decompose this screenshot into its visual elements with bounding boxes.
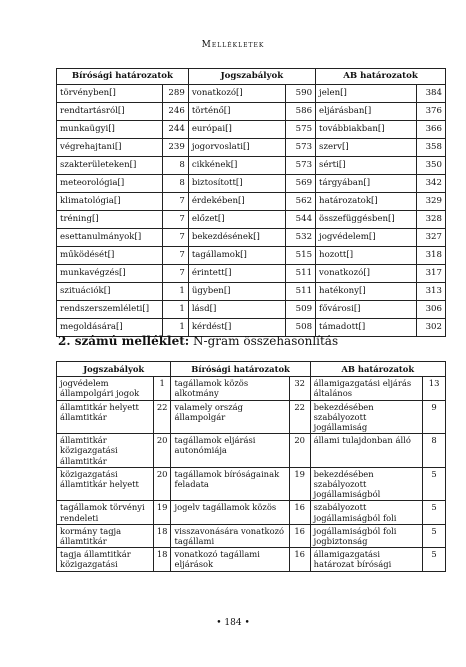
frequency-cell: 590 [285,84,315,102]
term-cell: tagállamok eljárási autonómiája [171,434,289,468]
table-row [57,246,446,264]
table-row [57,467,446,501]
term-cell: működését[] [57,246,163,264]
frequency-cell: 239 [163,138,189,156]
frequency-cell: 289 [163,84,189,102]
table-row [57,300,446,318]
frequency-cell: 5 [423,467,446,501]
table-row [57,548,446,571]
term-cell: vonatkozó[] [316,264,417,282]
frequency-cell: 20 [153,434,171,468]
frequency-cell: 313 [417,282,446,300]
term-cell: államigazgatási eljárás általános [310,377,423,400]
column-header: Jogszabályok [188,69,315,85]
frequency-cell: 573 [285,138,315,156]
frequency-cell: 8 [423,434,446,468]
frequency-cell: 16 [289,501,310,524]
section-title [58,334,338,348]
term-cell: szituációk[] [57,282,163,300]
term-cell: jogelv tagállamok közös [171,501,289,524]
frequency-cell: 7 [163,246,189,264]
term-cell: állami tulajdonban álló [310,434,423,468]
term-cell: jogállamiságból foli jogbiztonság [310,524,423,547]
frequency-cell: 511 [285,282,315,300]
column-header: Jogszabályok [57,362,171,377]
frequency-cell: 244 [163,120,189,138]
frequency-cell: 509 [285,300,315,318]
term-cell: összefüggésben[] [316,210,417,228]
term-cell: meteorológia[] [57,174,163,192]
section-title-rest: N-gram összehasonlítás [189,334,339,348]
frequency-cell: 8 [163,174,189,192]
term-cell: hozott[] [316,246,417,264]
frequency-cell: 19 [153,501,171,524]
table-row [57,138,446,156]
section-title-bold: 2. számú melléklet: [58,334,190,348]
table-row [57,501,446,524]
frequency-cell: 358 [417,138,446,156]
term-cell: fővárosi[] [316,300,417,318]
term-cell: kérdést[] [188,318,285,336]
frequency-cell: 5 [423,548,446,571]
table-row [57,282,446,300]
term-cell: előzet[] [188,210,285,228]
term-cell: esettanulmányok[] [57,228,163,246]
frequency-cell: 20 [153,467,171,501]
term-cell: európai[] [188,120,285,138]
frequency-cell: 586 [285,102,315,120]
frequency-cell: 569 [285,174,315,192]
term-cell: továbbiakban[] [316,120,417,138]
page-number: • 184 • [216,618,250,628]
term-cell: jogvédelem állampolgári jogok [57,377,154,400]
table-row [57,400,446,434]
column-header: AB határozatok [316,69,446,85]
frequency-cell: 511 [285,264,315,282]
term-cell: vonatkozó[] [188,84,285,102]
frequency-cell: 544 [285,210,315,228]
term-cell: hatékony[] [316,282,417,300]
frequency-cell: 515 [285,246,315,264]
frequency-cell: 1 [163,318,189,336]
frequency-cell: 7 [163,228,189,246]
frequency-cell: 18 [153,524,171,547]
term-cell: tagállamok törvényi rendeleti [57,501,154,524]
frequency-cell: 246 [163,102,189,120]
term-cell: munkaügyi[] [57,120,163,138]
term-cell: tagállamok[] [188,246,285,264]
frequency-cell: 532 [285,228,315,246]
frequency-cell: 306 [417,300,446,318]
term-cell: bekezdésének[] [188,228,285,246]
column-header: AB határozatok [310,362,445,377]
frequency-cell: 573 [285,156,315,174]
term-cell: rendtartásról[] [57,102,163,120]
frequency-cell: 366 [417,120,446,138]
term-cell: tárgyában[] [316,174,417,192]
ngram-table [56,361,446,572]
frequency-cell: 7 [163,264,189,282]
running-header: Mellékletek [201,40,265,50]
frequency-cell: 318 [417,246,446,264]
frequency-cell: 562 [285,192,315,210]
frequency-cell: 302 [417,318,446,336]
term-cell: törvényben[] [57,84,163,102]
term-cell: szakterületeken[] [57,156,163,174]
term-cell: klimatológia[] [57,192,163,210]
term-cell: jogorvoslati[] [188,138,285,156]
frequency-cell: 1 [163,282,189,300]
term-cell: államtitkár helyett államtitkár [57,400,154,434]
term-cell: megoldására[] [57,318,163,336]
frequency-cell: 22 [289,400,310,434]
frequency-cell: 19 [289,467,310,501]
term-cell: szerv[] [316,138,417,156]
frequency-cell: 342 [417,174,446,192]
frequency-cell: 22 [153,400,171,434]
term-cell: államtitkár közigazgatási államtitkár [57,434,154,468]
table-row [57,210,446,228]
frequency-cell: 384 [417,84,446,102]
table-row [57,524,446,547]
frequency-cell: 5 [423,501,446,524]
term-cell: eljárásban[] [316,102,417,120]
frequency-cell: 9 [423,400,446,434]
frequency-cell: 16 [289,524,310,547]
term-cell: bekezdésében szabályozott jogállamiság [310,400,423,434]
term-cell: sérti[] [316,156,417,174]
frequency-cell: 20 [289,434,310,468]
term-cell: érdekében[] [188,192,285,210]
frequency-cell: 16 [289,548,310,571]
frequency-cell: 350 [417,156,446,174]
term-cell: tagja államtitkár közigazgatási [57,548,154,571]
frequency-cell: 329 [417,192,446,210]
term-cell: visszavonására vonatkozó tagállami [171,524,289,547]
term-cell: cikkének[] [188,156,285,174]
term-cell: közigazgatási államtitkár helyett [57,467,154,501]
frequency-cell: 1 [153,377,171,400]
frequency-cell: 376 [417,102,446,120]
frequency-cell: 8 [163,156,189,174]
term-cell: vonatkozó tagállami eljárások [171,548,289,571]
table-header-row [57,362,446,377]
frequency-cell: 327 [417,228,446,246]
frequency-cell: 508 [285,318,315,336]
frequency-cell: 5 [423,524,446,547]
term-cell: államigazgatási határozat bírósági [310,548,423,571]
frequency-cell: 575 [285,120,315,138]
term-cell: munkavégzés[] [57,264,163,282]
frequency-cell: 18 [153,548,171,571]
term-cell: jogvédelem[] [316,228,417,246]
term-cell: biztosított[] [188,174,285,192]
frequency-cell: 328 [417,210,446,228]
table-row [57,192,446,210]
term-cell: ügyben[] [188,282,285,300]
term-cell: határozatok[] [316,192,417,210]
unigram-table [56,68,446,337]
term-cell: valamely ország állampolgár [171,400,289,434]
column-header: Bírósági határozatok [171,362,310,377]
term-cell: jelen[] [316,84,417,102]
table-row [57,377,446,400]
column-header: Bírósági határozatok [57,69,189,85]
term-cell: bekezdésében szabályozott jogállamiságból [310,467,423,501]
table-row [57,84,446,102]
term-cell: kormány tagja államtitkár [57,524,154,547]
frequency-cell: 317 [417,264,446,282]
term-cell: érintett[] [188,264,285,282]
frequency-cell: 32 [289,377,310,400]
frequency-cell: 1 [163,300,189,318]
frequency-cell: 7 [163,210,189,228]
table-header-row [57,69,446,85]
frequency-cell: 7 [163,192,189,210]
frequency-cell: 13 [423,377,446,400]
term-cell: történő[] [188,102,285,120]
table-row [57,120,446,138]
table-row [57,102,446,120]
term-cell: támadott[] [316,318,417,336]
term-cell: tagállamok bíróságainak feladata [171,467,289,501]
term-cell: tréning[] [57,210,163,228]
table-row [57,228,446,246]
table-row [57,264,446,282]
term-cell: szabályozott jogállamiságból foli [310,501,423,524]
term-cell: lásd[] [188,300,285,318]
term-cell: tagállamok közös alkotmány [171,377,289,400]
term-cell: végrehajtani[] [57,138,163,156]
table-row [57,156,446,174]
table-row [57,434,446,468]
table-row [57,174,446,192]
term-cell: rendszerszemléleti[] [57,300,163,318]
